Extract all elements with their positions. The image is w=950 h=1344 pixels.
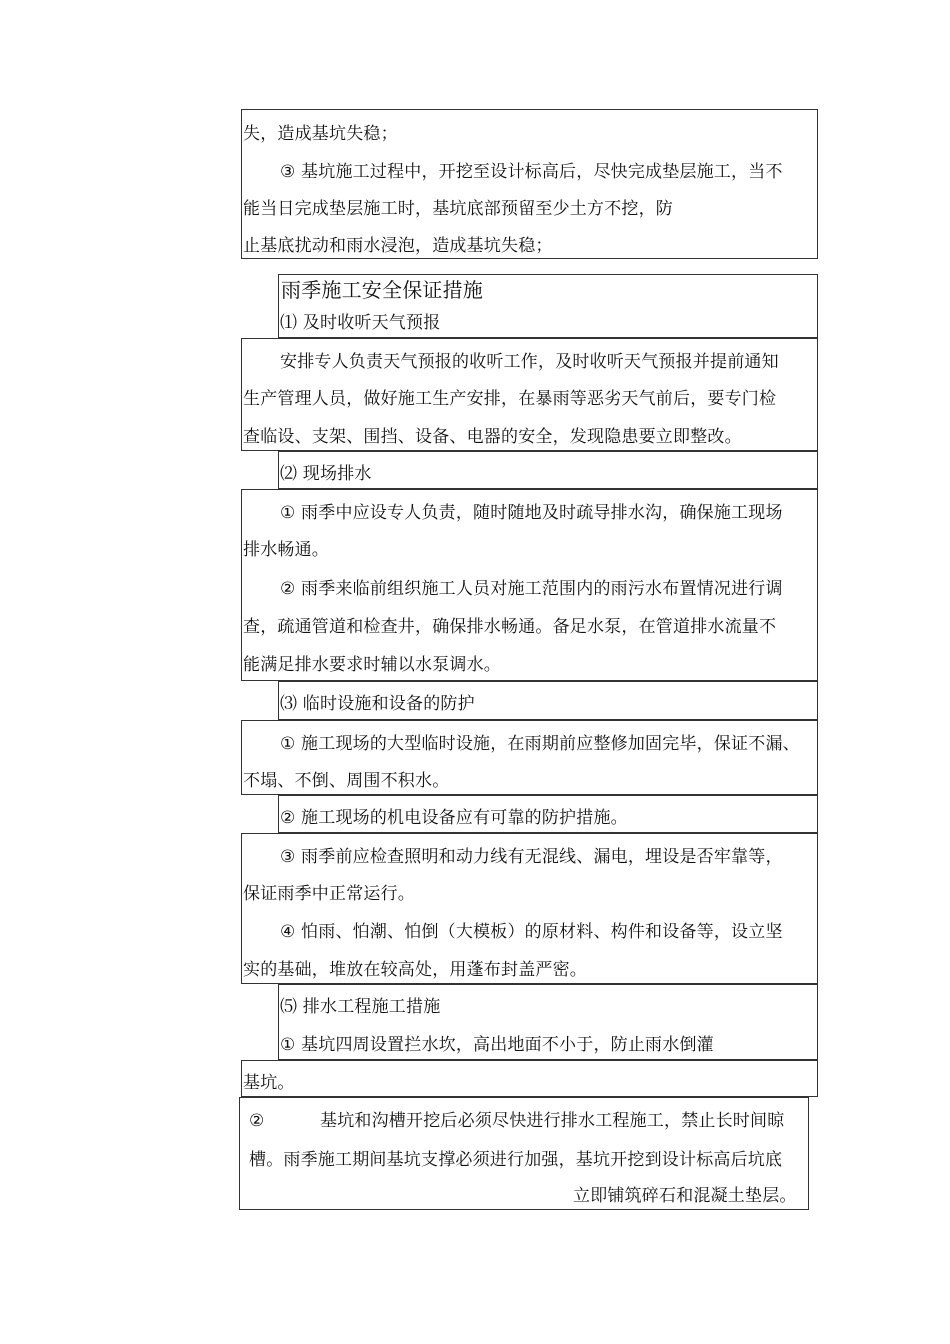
subsection-title-drainage: ⑵ 现场排水	[280, 464, 372, 484]
list-marker: ②	[249, 1111, 265, 1131]
paragraph-line: 安排专人负责天气预报的收听工作，及时收听天气预报并提前通知	[280, 352, 779, 372]
paragraph-line: 排水畅通。	[243, 540, 329, 560]
text-block-pit-continuation	[241, 1060, 818, 1097]
text-block-large-facilities	[241, 720, 818, 795]
paragraph-line: ② 雨季来临前组织施工人员对施工范围内的雨污水布置情况进行调	[280, 579, 783, 599]
text-block-pit-drainage-works	[239, 1097, 809, 1210]
paragraph-line: 基坑和沟槽开挖后必须尽快进行排水工程施工，禁止长时间晾	[320, 1111, 785, 1131]
paragraph-line: 失，造成基坑失稳；	[243, 124, 398, 144]
paragraph-line: ① 施工现场的大型临时设施，在雨期前应整修加固完毕，保证不漏、	[280, 734, 800, 754]
text-block-weather-forecast	[241, 338, 818, 451]
paragraph-line: ③ 基坑施工过程中，开挖至设计标高后，尽快完成垫层施工，当不	[280, 162, 783, 182]
paragraph-line: 基坑。	[243, 1073, 295, 1093]
paragraph-line: 止基底扰动和雨水浸泡，造成基坑失稳；	[243, 236, 553, 256]
paragraph-line: ④ 怕雨、怕潮、怕倒（大模板）的原材料、构件和设备等，设立坚	[280, 922, 783, 942]
paragraph-line: 查临设、支架、围挡、设备、电器的安全，发现隐患要立即整改。	[243, 427, 742, 447]
paragraph-line: 立即铺筑碎石和混凝土垫层。	[573, 1186, 797, 1206]
section-title: 雨季施工安全保证措施	[281, 278, 483, 302]
text-block-inspection-materials	[241, 833, 818, 984]
text-block-site-drainage	[241, 489, 818, 681]
paragraph-line: ① 雨季中应设专人负责，随时随地及时疏导排水沟，确保施工现场	[280, 503, 783, 523]
section-heading-block	[278, 274, 818, 338]
subsection-block-drainage-works	[278, 984, 818, 1060]
paragraph-line: 保证雨季中正常运行。	[243, 884, 415, 904]
paragraph-line: ③ 雨季前应检查照明和动力线有无混线、漏电，埋设是否牢靠等，	[280, 847, 783, 867]
text-block-equipment-protection	[278, 795, 818, 833]
paragraph-line: 能当日完成垫层施工时，基坑底部预留至少土方不挖，防	[243, 199, 673, 219]
paragraph-line: 不塌、不倒、周围不积水。	[243, 771, 450, 791]
text-block-foundation-stability	[241, 109, 818, 259]
paragraph-line: 实的基础，堆放在较高处，用蓬布封盖严密。	[243, 960, 587, 980]
paragraph-line: 查，疏通管道和检查井，确保排水畅通。备足水泵，在管道排水流量不	[243, 617, 777, 637]
subsection-block-temporary-facilities	[278, 681, 818, 720]
paragraph-line: ① 基坑四周设置拦水坎，高出地面不小于，防止雨水倒灌	[280, 1035, 714, 1055]
subsection-title-weather: ⑴ 及时收听天气预报	[280, 313, 441, 333]
paragraph-line: 生产管理人员，做好施工生产安排，在暴雨等恶劣天气前后，要专门检	[243, 389, 777, 409]
subsection-title-temporary-facilities: ⑶ 临时设施和设备的防护	[280, 694, 475, 714]
paragraph-line: ② 施工现场的机电设备应有可靠的防护措施。	[280, 808, 628, 828]
paragraph-line: 能满足排水要求时辅以水泵调水。	[243, 655, 501, 675]
subsection-block-drainage	[278, 451, 818, 489]
paragraph-line: 槽。雨季施工期间基坑支撑必须进行加强，基坑开挖到设计标高后坑底	[249, 1150, 783, 1170]
subsection-title-drainage-works: ⑸ 排水工程施工措施	[280, 997, 441, 1017]
